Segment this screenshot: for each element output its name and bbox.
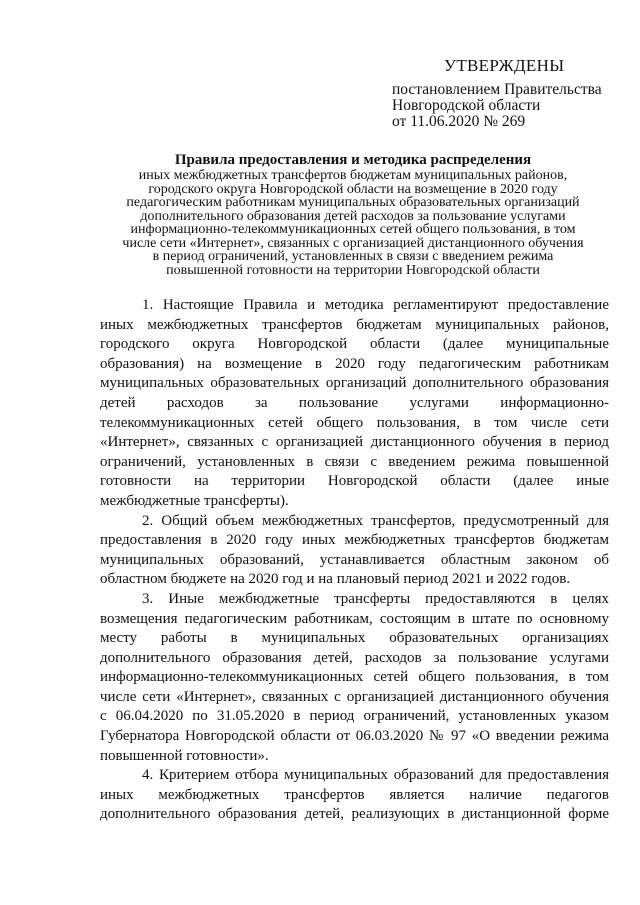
paragraph-4 [100,766,609,825]
paragraph-2 [100,512,609,590]
text-line: возмещения педагогическим работникам, состоящим в штате по основному [100,610,609,627]
text-line: 2. Общий объем межбюджетных трансфертов, предусмотренный для [142,512,609,529]
text-line: 4. Критерием отбора муниципальных образований для предоставления [142,767,609,784]
text-line: телекоммуникационных сетей общего пользования, в том числе сети [100,414,609,431]
approval-heading: УТВЕРЖДЕНЫ [444,56,565,75]
document-body [100,296,609,825]
subtitle-line: в период ограничений, установленных в связи с введением режима [152,249,554,264]
subtitle-line: педагогическим работникам муниципальных образовательных организаций [126,195,580,210]
subtitle-line: дополнительного образования детей расходов за пользование услугами [140,208,566,224]
text-line: муниципальных образований, устанавливается областным законом об [100,551,609,568]
text-line: областном бюджете на 2020 год и на плановый период 2021 и 2022 годов. [100,571,571,588]
paragraph-3 [100,590,609,766]
text-line: месту работы в муниципальных образовательных организациях [100,630,609,647]
text-line: повышенной готовности». [100,747,269,764]
text-line: с 06.04.2020 по 31.05.2020 в период ограничений, установленных указом [100,708,609,725]
text-line: «Интернет», связанных с организацией дистанционного обучения в период [100,434,609,451]
text-line: дополнительного образования детей, реализующих в дистанционной форме [100,806,609,823]
text-line: 3. Иные межбюджетные трансферты предоставляются в целях [142,590,609,607]
approval-line: Новгородской области [392,97,541,114]
document-title-block [100,151,606,277]
subtitle-line: информационно-телекоммуникационных сетей общего пользования, в том [130,222,576,237]
text-line: иных межбюджетных трансфертов бюджетам муниципальных районов, [100,316,609,333]
text-line: городского округа Новгородской области (далее муниципальные [100,336,609,353]
text-line: предоставления в 2020 году иных межбюджетных трансфертов бюджетам [100,532,609,549]
text-line: иных межбюджетных трансфертов является наличие педагогов [100,786,609,803]
text-line: готовности на территории Новгородской области (далее иные [100,473,609,490]
text-line: муниципальных образовательных организаций дополнительного образования [100,375,609,392]
paragraph-1 [100,296,609,512]
text-line: детей расходов за пользование услугами информационно- [100,394,609,411]
approval-stamp [392,58,612,130]
subtitle-line: иных межбюджетных трансфертов бюджетам муниципальных районов, [138,168,568,183]
text-line: образования) на возмещение в 2020 году педагогическим работникам [100,355,609,372]
subtitle-line: повышенной готовности на территории Новгородской области [166,262,540,278]
text-line: числе сети «Интернет», связанных с организацией дистанционного обучения [100,688,609,705]
text-line: ограничений, установленных в связи с введением режима повышенной [100,453,609,470]
text-line: дополнительного образования детей, расходов за пользование услугами [100,649,609,666]
document-title: Правила предоставления и методика распределения [174,152,532,168]
subtitle-line: числе сети «Интернет», связанных с организацией дистанционного обучения [122,235,584,251]
text-line: 1. Настоящие Правила и методика регламентируют предоставление [142,297,609,313]
text-line: информационно-телекоммуникационных сетей общего пользования, в том [100,669,609,686]
subtitle-line: городского округа Новгородской области на возмещение в 2020 году [148,181,558,197]
approval-line: от 11.06.2020 № 269 [392,113,526,130]
approval-line: постановлением Правительства [392,81,602,98]
text-line: Губернатора Новгородской области от 06.03.2020 № 97 «О введении режима [100,728,609,745]
text-line: межбюджетные трансферты). [100,492,289,509]
